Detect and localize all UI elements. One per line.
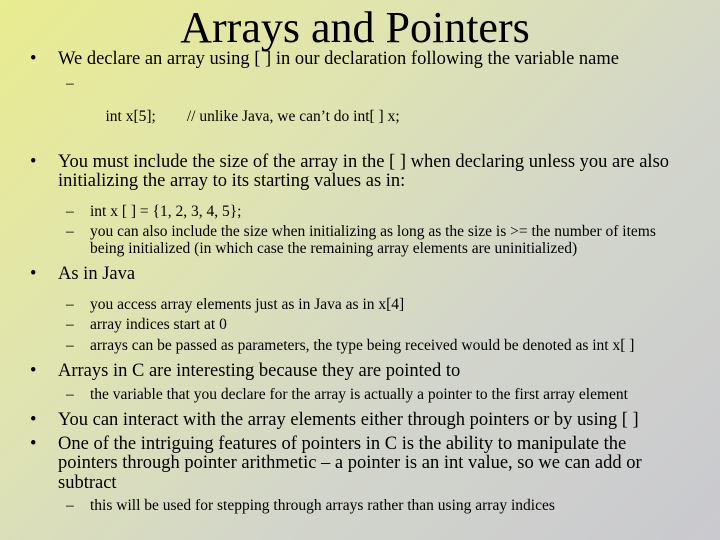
bullet-text: You can interact with the array elements either through pointers or by using [ ] xyxy=(58,410,639,430)
bullet-marker: • xyxy=(30,433,37,454)
bullet-item xyxy=(30,153,690,192)
dash-marker: – xyxy=(66,385,74,403)
dash-marker: – xyxy=(66,74,74,92)
dash-marker: – xyxy=(66,295,74,313)
sub-bullet-item xyxy=(30,76,690,142)
bullet-text: One of the intriguing features of pointers in C is the ability to manipulate the pointers through pointer arithmetic – a pointer is an int value, so we can add or subtract xyxy=(58,433,642,493)
bullet-marker: • xyxy=(30,151,37,172)
sub-bullet-text: this will be used for stepping through arrays rather than using array indices xyxy=(90,497,555,514)
slide-body xyxy=(30,48,690,515)
sub-bullet-text: int x [ ] = {1, 2, 3, 4, 5}; xyxy=(90,202,242,220)
bullet-marker: • xyxy=(30,361,37,381)
bullet-text: Arrays in C are interesting because they are pointed to xyxy=(58,361,461,381)
slide-title: Arrays and Pointers xyxy=(180,3,530,52)
sub-bullet-item xyxy=(30,317,690,334)
bullet-item xyxy=(30,411,690,431)
dash-marker: – xyxy=(66,336,74,354)
sub-bullet-text: array indices start at 0 xyxy=(90,316,227,333)
bullet-marker: • xyxy=(30,264,37,284)
sub-bullet-item xyxy=(30,338,690,355)
bullet-item xyxy=(30,362,690,382)
bullet-text: We declare an array using [ ] in our declaration following the variable name xyxy=(58,49,619,69)
dash-marker: – xyxy=(66,202,74,220)
bullet-text: You must include the size of the array in the [ ] when declaring unless you are also initializing the array to its starting values as in: xyxy=(58,151,670,191)
sub-bullet-item xyxy=(30,387,690,404)
bullet-item xyxy=(30,435,690,494)
sub-bullet-text: the variable that you declare for the array is actually a pointer to the first array element xyxy=(90,385,628,403)
bullet-text: As in Java xyxy=(58,264,136,284)
sub-bullet-text: int x[5]; // unlike Java, we can’t do int[ ] x; xyxy=(105,107,400,125)
dash-marker: – xyxy=(66,497,74,514)
bullet-marker: • xyxy=(30,410,37,430)
sub-bullet-item xyxy=(30,297,690,314)
sub-bullet-item xyxy=(30,498,690,515)
bullet-marker: • xyxy=(30,49,37,69)
sub-bullet-text: you can also include the size when initializing as long as the size is >= the number of items being initialized (in which case the remaining array elements are uninitialized) xyxy=(90,223,656,257)
sub-bullet-text: arrays can be passed as parameters, the type being received would be denoted as int x[ ] xyxy=(90,336,635,354)
sub-bullet-item xyxy=(30,204,690,221)
sub-bullet-item xyxy=(30,224,690,257)
bullet-item xyxy=(30,50,690,70)
dash-marker: – xyxy=(66,223,74,240)
bullet-item xyxy=(30,265,690,285)
sub-bullet-text: you access array elements just as in Java as in x[4] xyxy=(90,295,405,313)
dash-marker: – xyxy=(66,316,74,333)
